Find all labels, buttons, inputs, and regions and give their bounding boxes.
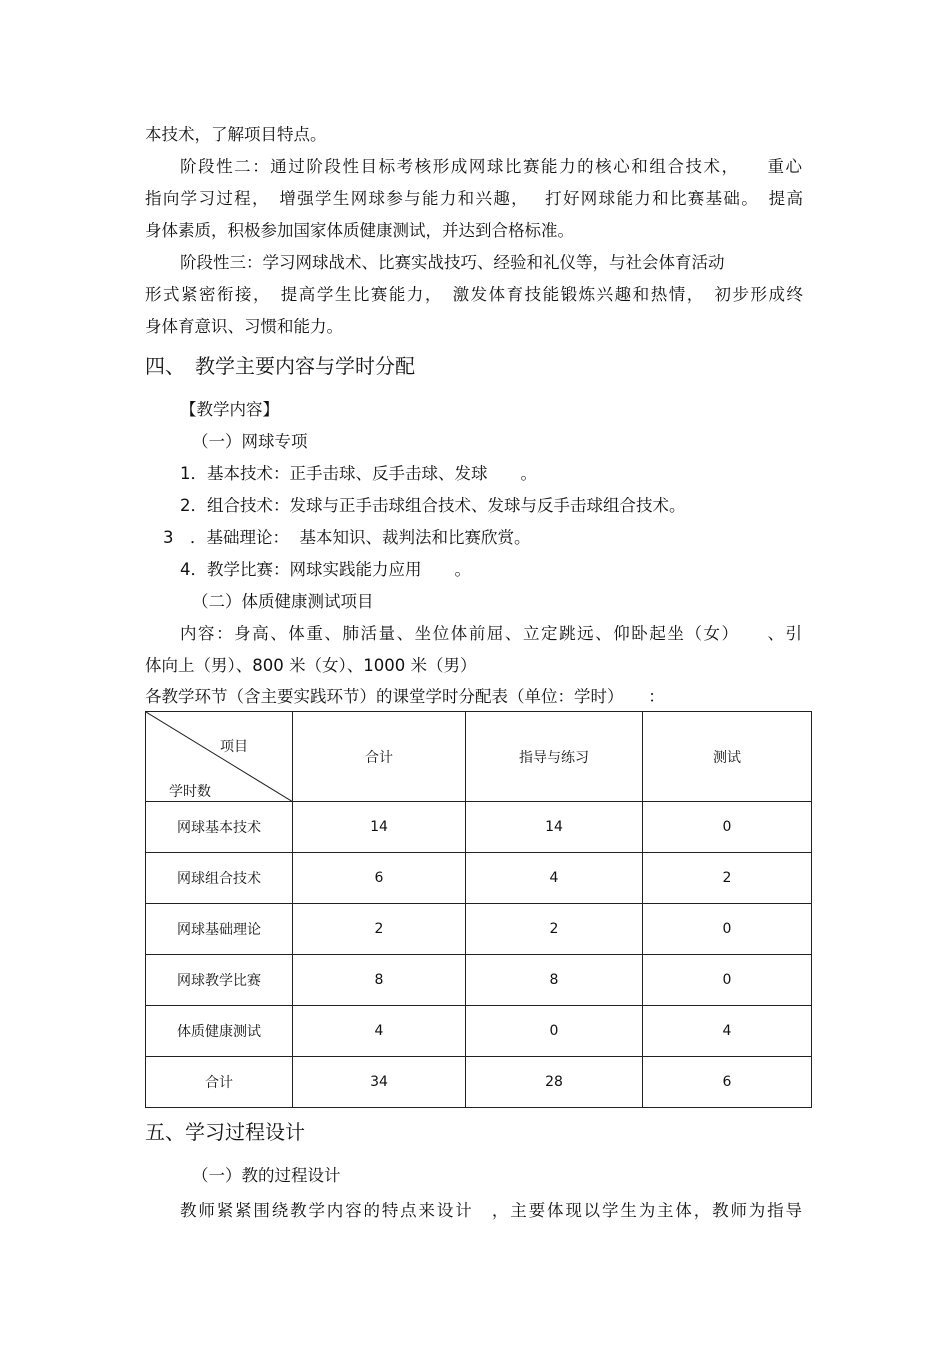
- paragraph-line: 阶段性三：学习网球战术、比赛实战技巧、经验和礼仪等，与社会体育活动: [180, 253, 725, 272]
- row-label: 网球组合技术: [146, 853, 293, 904]
- table-cell: 2: [643, 853, 812, 904]
- row-label: 网球教学比赛: [146, 955, 293, 1006]
- table-cell: 8: [293, 955, 466, 1006]
- list-item: 1．基本技术：正手击球、反手击球、发球 。: [180, 464, 537, 483]
- table-cell: 0: [643, 955, 812, 1006]
- row-label: 网球基础理论: [146, 904, 293, 955]
- table-cell: 6: [643, 1057, 812, 1108]
- column-header: 测试: [643, 712, 812, 802]
- paragraph-line: 指向学习过程， 增强学生网球参与能力和兴趣， 打好网球能力和比赛基础。 提高: [145, 189, 803, 208]
- table-cell: 8: [466, 955, 643, 1006]
- row-label: 网球基本技术: [146, 802, 293, 853]
- diagonal-header-cell: [146, 712, 293, 802]
- table-cell: 4: [466, 853, 643, 904]
- paragraph-line: 本技术，了解项目特点。: [145, 125, 327, 144]
- subsection-title: （一）网球专项: [192, 432, 308, 451]
- subsection-title: （一）教的过程设计: [192, 1166, 341, 1185]
- table-cell: 4: [293, 1006, 466, 1057]
- subsection-title: （二）体质健康测试项目: [192, 592, 374, 611]
- content-label: 【教学内容】: [180, 400, 279, 419]
- paragraph-line: 身体育意识、习惯和能力。: [145, 317, 343, 336]
- table-row: [146, 802, 812, 853]
- table-row: [146, 1006, 812, 1057]
- table-cell: 14: [466, 802, 643, 853]
- corner-label-hours: 学时数: [169, 784, 211, 800]
- paragraph-line: 身体素质，积极参加国家体质健康测试，并达到合格标准。: [145, 221, 574, 240]
- table-header-row: [146, 712, 812, 802]
- hours-allocation-table: [145, 711, 812, 1108]
- table-cell: 0: [643, 802, 812, 853]
- list-item: 3 ．基础理论： 基本知识、裁判法和比赛欣赏。: [163, 528, 531, 547]
- table-cell: 4: [643, 1006, 812, 1057]
- paragraph-line: 体向上（男）、800 米（女）、1000 米（男）: [145, 656, 477, 675]
- paragraph-line: 形式紧密衔接， 提高学生比赛能力， 激发体育技能锻炼兴趣和热情， 初步形成终: [145, 285, 803, 304]
- table-row: [146, 904, 812, 955]
- row-label: 体质健康测试: [146, 1006, 293, 1057]
- table-cell: 14: [293, 802, 466, 853]
- table-cell: 6: [293, 853, 466, 904]
- table-cell: 0: [643, 904, 812, 955]
- section-heading: 四、 教学主要内容与学时分配: [145, 354, 415, 378]
- column-header: 指导与练习: [466, 712, 643, 802]
- corner-label-item: 项目: [220, 739, 248, 755]
- list-item: 4．教学比赛：网球实践能力应用 。: [180, 560, 471, 579]
- column-header: 合计: [293, 712, 466, 802]
- table-caption: 各教学环节（含主要实践环节）的课堂学时分配表（单位：学时） ：: [145, 687, 665, 706]
- table-cell: 34: [293, 1057, 466, 1108]
- table-cell: 2: [293, 904, 466, 955]
- paragraph-line: 内容：身高、体重、肺活量、坐位体前屈、立定跳远、仰卧起坐（女） 、引: [180, 624, 802, 643]
- row-label: 合计: [146, 1057, 293, 1108]
- table-row: [146, 955, 812, 1006]
- list-item: 2．组合技术：发球与正手击球组合技术、发球与反手击球组合技术。: [180, 496, 686, 515]
- table-cell: 0: [466, 1006, 643, 1057]
- section-heading: 五、学习过程设计: [145, 1120, 305, 1144]
- table-cell: 2: [466, 904, 643, 955]
- table-total-row: [146, 1057, 812, 1108]
- paragraph-line: 阶段性二：通过阶段性目标考核形成网球比赛能力的核心和组合技术， 重心: [180, 157, 802, 176]
- table-cell: 28: [466, 1057, 643, 1108]
- paragraph-line: 教师紧紧围绕教学内容的特点来设计 ，主要体现以学生为主体，教师为指导: [180, 1201, 802, 1220]
- table-row: [146, 853, 812, 904]
